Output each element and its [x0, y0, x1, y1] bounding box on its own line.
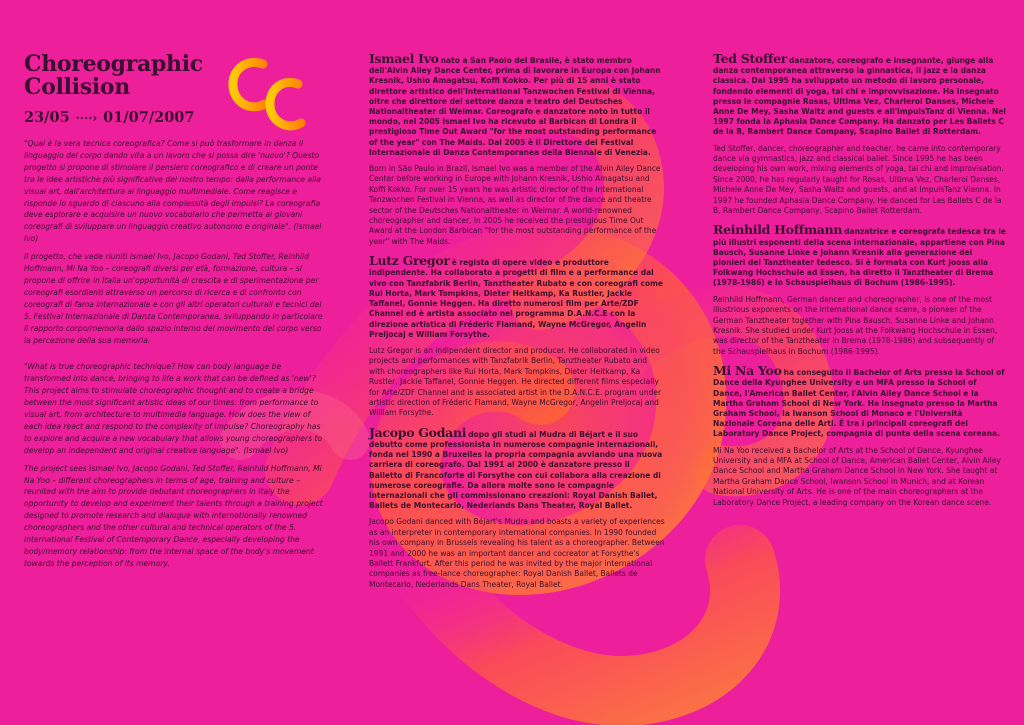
bio-godani-english: Jacopo Godani danced with Béjart's Mudra and boasts a variety of experiences as an interpreter in contemporary international companies. In 1990 founded his own company in Brussels revealing his talent as a choreographer. Between 1991 and 2000 he was an important dancer and cocreator at Forsythe's Ballett Frankfurt. After this period he was invited by the major international companies as free-lance choreographer: Royal Danish Ballet, Ballets de Montecarlo, Nederlands Dans Theater, Royal Ballet. [369, 517, 665, 589]
bio-hoffmann-name: Reinhild Hoffmann [713, 222, 843, 238]
bio-stoffer-name: Ted Stoffer [713, 51, 788, 66]
bio-stoffer-english: Ted Stoffer, dancer, choreographer and teacher, he came into contemporary dance via gymnastics, jazz and classical ballet. Since 1995 he has been developing his own work, mixing elements of yoga, tai chi and improvisation. Since 2000, he has regularly taught for Rosas, Ultima Vez, Charleroi Danses, Michele Anne De Mey, Sasha Waltz and guests, and at ImpulsTanz Vienna. In 1997 he founded Aphasia Dance Company. He danced for Les Ballets C de la B, Rambert Dance Company, Scapino Ballet Rotterdam. [713, 143, 1004, 216]
bio-yoo-english: Mi Na Yoo received a Bachelor of Arts at the School of Dance, Kyunghee University and a MFA at School of Dance, American Ballet Center, Alvin Ailey Dance School and Martha Graham Dance School in New York. She taught at Martha Graham Dance School, Iwanson School in Munich, and at Korean National University of Arts. He is one of the main choreographers at the Laboratory Dance Project, a leading company on the Korean dance scene. [713, 445, 1001, 507]
bio-hoffmann-italian: Reinhild Hoffmann danzatrice e coreografa tedesca tra le più illustri esponenti della scena internazionale, appartiene con Pina Bausch, Susanne Linke e Johann Kresnik alla generazione dei pionieri del Tanztheater tedesco. Si è formata con Kurt Jooss alla Folkwang Hochschule ad Essen, ha diretto il Tanztheater di Brema (1978-1986) e lo Schauspielhaus di Bochum (1986-1995). [713, 222, 1006, 288]
bio-gregor-italian: Lutz Gregor è regista di opere video e produttore indipendente. Ha collaborato a progetti di film e a performance dal vivo con Tanzfabrik Berlin, Tanztheater Rubato e con coreografi come Rui Horta, Mark Tompkins, Dieter Heitkamp, Ka Rustler, Jackie Taffanel, Gonnie Heggen. Ha diretto numerosi film per Arte/ZDF Channel ed è artista associato nel programma D.A.N.C.E con la direzione artistica di Fréderic Flamand, Wayne McGregor, Angelin Preljocaj e William Forsythe. [369, 253, 664, 339]
title-line-1: Choreographic [24, 51, 203, 77]
intro-italian-quote: "Qual è la vera tecnica coreografica? Come si può trasformare in danza il linguaggio del corpo dando vita a un lavoro che si possa dire 'nuovo'? Questo progetto si propone di stimolare il pensiero coreografico e di creare un ponte tra le idee artistiche più significative del nostro tempo: dalla performance alla visual art, dall'architettura al linguaggio multimediale. Come reagisce e risponde lo sguardo di ciascuno alla complessità degli impulsi? La coreografia deve esplorare e acquisire un nuovo vocabolario che permetta ai giovani coreografi di sviluppare un linguaggio creativo autonomo e originale". (Ismael Ivo) [24, 139, 322, 244]
bios-column-right [713, 51, 1006, 517]
date-range [24, 109, 324, 126]
bio-godani-name: Jacopo Godani [369, 424, 467, 440]
bio-yoo-italian: Mi Na Yoo ha conseguito il Bachelor of Arts presso la School of Dance della Kyunghee University e un MFA presso la School of Dance, l'American Ballet Center, l'Alvin Ailey Dance School e la Martha Graham School di New York. Ha insegnato presso la Martha Graham School, la Iwanson School di Monaco e l'Università Nazionale Coreana delle Arti. È tra i principali coreografi del Laboratory Dance Project, compagnia di punta della scena coreana. [713, 363, 1005, 439]
intro-italian-project: Il progetto, che vede riuniti Ismael Ivo, Jacopo Godani, Ted Stoffer, Reinhild Hoffmann, Mi Na Yoo – coreografi diversi per età, formazione, cultura – si propone di offrire in Italia un'opportunità di crescita e di sperimentazione per coreografi esordienti attraverso un percorso di ricerca e di confronto con coreografi di fama internazionale e con gli altri operatori culturali e tecnici del 5. Festival Internazionale di Danza Contemporanea, sviluppando in particolare il rapporto corpo/memoria dallo spazio interno del movimento del corpo verso la percezione della sua memoria. [24, 252, 323, 345]
bio-ivo-name: Ismael Ivo [369, 51, 439, 66]
bio-hoffmann-english: Reinhild Hoffmann, German dancer and choreographer, is one of the most illustrious exponents on the international dance scene, a pioneer of the German Tanztheater together with Pina Bausch, Susanne Linke and Johann Kresnik. She studied under Kurt Jooss at the Folkwang Hochschule in Essen, was director of the Tanztheater in Brema (1978-1986) and subsequently of the Schauspielhaus in Bochum (1986-1995). [713, 294, 998, 356]
dotted-arrow-right-icon: ····› [75, 110, 98, 125]
page-title [24, 53, 324, 99]
intro-column [24, 50, 324, 570]
bio-yoo-name: Mi Na Yoo [713, 363, 782, 379]
bio-godani-italian: Jacopo Godani dopo gli studi al Mudra di Béjart e il suo debutto come professionista in numerose compagnie internazionali, fonda nel 1990 a Bruxelles la propria compagnia avviando una nuova carriera di coreografo. Dal 1991 al 2000 è danzatore presso il Balletto di Francoforte di Forsythe con cui collabora alla creazione di numerose coreografie. Da allora molte sono le compagnie internazionali che gli commissionano creazioni: Royal Danish Ballet, Ballets de Montecarlo, Nederlands Dans Theater, Royal Ballet. [369, 424, 663, 511]
bio-stoffer-italian: Ted Stoffer danzatore, coreografo e insegnante, giunge alla danza contemporanea attraverso la ginnastica, il jazz e la danza classica. Dal 1995 ha sviluppato un metodo di lavoro personale, fondendo elementi di yoga, tai chi e improvvisazione. Ha insegnato presso le compagnie Rosas, Ultima Vez, Charleroi Danses, Michele Anne De Mey, Sasha Waltz and guests e all'ImpulsTanz di Vienna. Nel 1997 fonda la Aphasia Dance Company. Ha danzato per Les Ballets C de la B, Rambert Dance Company, Scapino Ballet di Rotterdam. [713, 51, 1006, 137]
bio-ivo-english: Born in São Paulo in Brazil, Ismael Ivo was a member of the Alvin Ailey Dance Center before working in Europe with Johann Kresnik, Ushio Amagatsu and Koffi Kokko. For over 15 years he was artistic director of the International Tanzwochen Festival in Vienna, as well as director of the dance and theatre sector of the Deutsches Nationaltheater in Weimar. A world-renowned choreographer and dancer, in 2005 he received the prestigious Time Out Award at the London Barbican "for the most outstanding performance of the year" with The Maids. [369, 164, 661, 246]
bio-gregor-english: Lutz Gregor is an indipendent director and producer. He collaborated in video projects and performances with Tanzfabrik Berlin, Tanztheater Rubato and with choreographers like Rui Horta, Mark Tompkins, Dieter Heitkamp, Ka Rustler, Jackie Taffanel, Gonnie Heggen. He directed different films especially for Arte/ZDF Channel and is associated artist in the D.A.N.C.E. program under artistic direction of Fréderic Flamand, Wayne McGregor, Angelin Preljocaj and William Forsythe. [369, 345, 662, 418]
title-line-2: Collision [24, 74, 130, 100]
date-start: 23/05 [24, 109, 70, 126]
date-end: 01/07/2007 [103, 109, 195, 126]
intro-english-project: The project sees Ismael Ivo, Jacopo Godani, Ted Stoffer, Reinhild Hoffmann, Mi Na Yoo – different choreographers in terms of age, training and culture – reunited with the aim to provide debutant choreographers in Italy the opportunity to develop and experiment their talents through a training project designed to promote research and dialogue with internationally renowned choreographers and the other cultural and technical operators of the 5. International Festival of Contemporary Dance, especially developing the body/memory relationship: from the internal space of the body's movement towards the perception of its memory. [24, 463, 323, 568]
bio-gregor-name: Lutz Gregor [369, 253, 450, 269]
bios-column-middle [369, 51, 665, 599]
bio-ivo-italian: Ismael Ivo nato a San Paolo del Brasile, è stato membro dell'Alvin Ailey Dance Center, prima di lavorare in Europa con Johann Kresnik, Ushio Amagatsu, Koffi Kokko. Per più di 15 anni è stato direttore artistico dell'International Tanzwochen Festival di Vienna, oltre che direttore del settore danza e teatro del Deutsches Nationaltheater di Weimar. Coreografo e danzatore noto in tutto il mondo, nel 2005 Ismael Ivo ha ricevuto al Barbican di Londra il prestigioso Time Out Award "for the most outstanding performance of the year" con The Maids. Dal 2005 è il Direttore del Festival Internazionale di Danza Contemporanea della Biennale di Venezia. [369, 51, 661, 157]
intro-english-quote: "What is true choreographic technique? How can body language be transformed into dance, bringing to life a work that can be defined as 'new'? This project aims to stimulate choreographic thought and to create a bridge between the most significant artistic ideas of our times: from performance to visual art, from architecture to multimedia language. How does the view of each idea react and respond to the complexity of impulse? Choreography has to explore and acquire a new vocabulary that allows young choreographers to develop an independent and original creative language". (Ismael Ivo) [24, 362, 323, 455]
